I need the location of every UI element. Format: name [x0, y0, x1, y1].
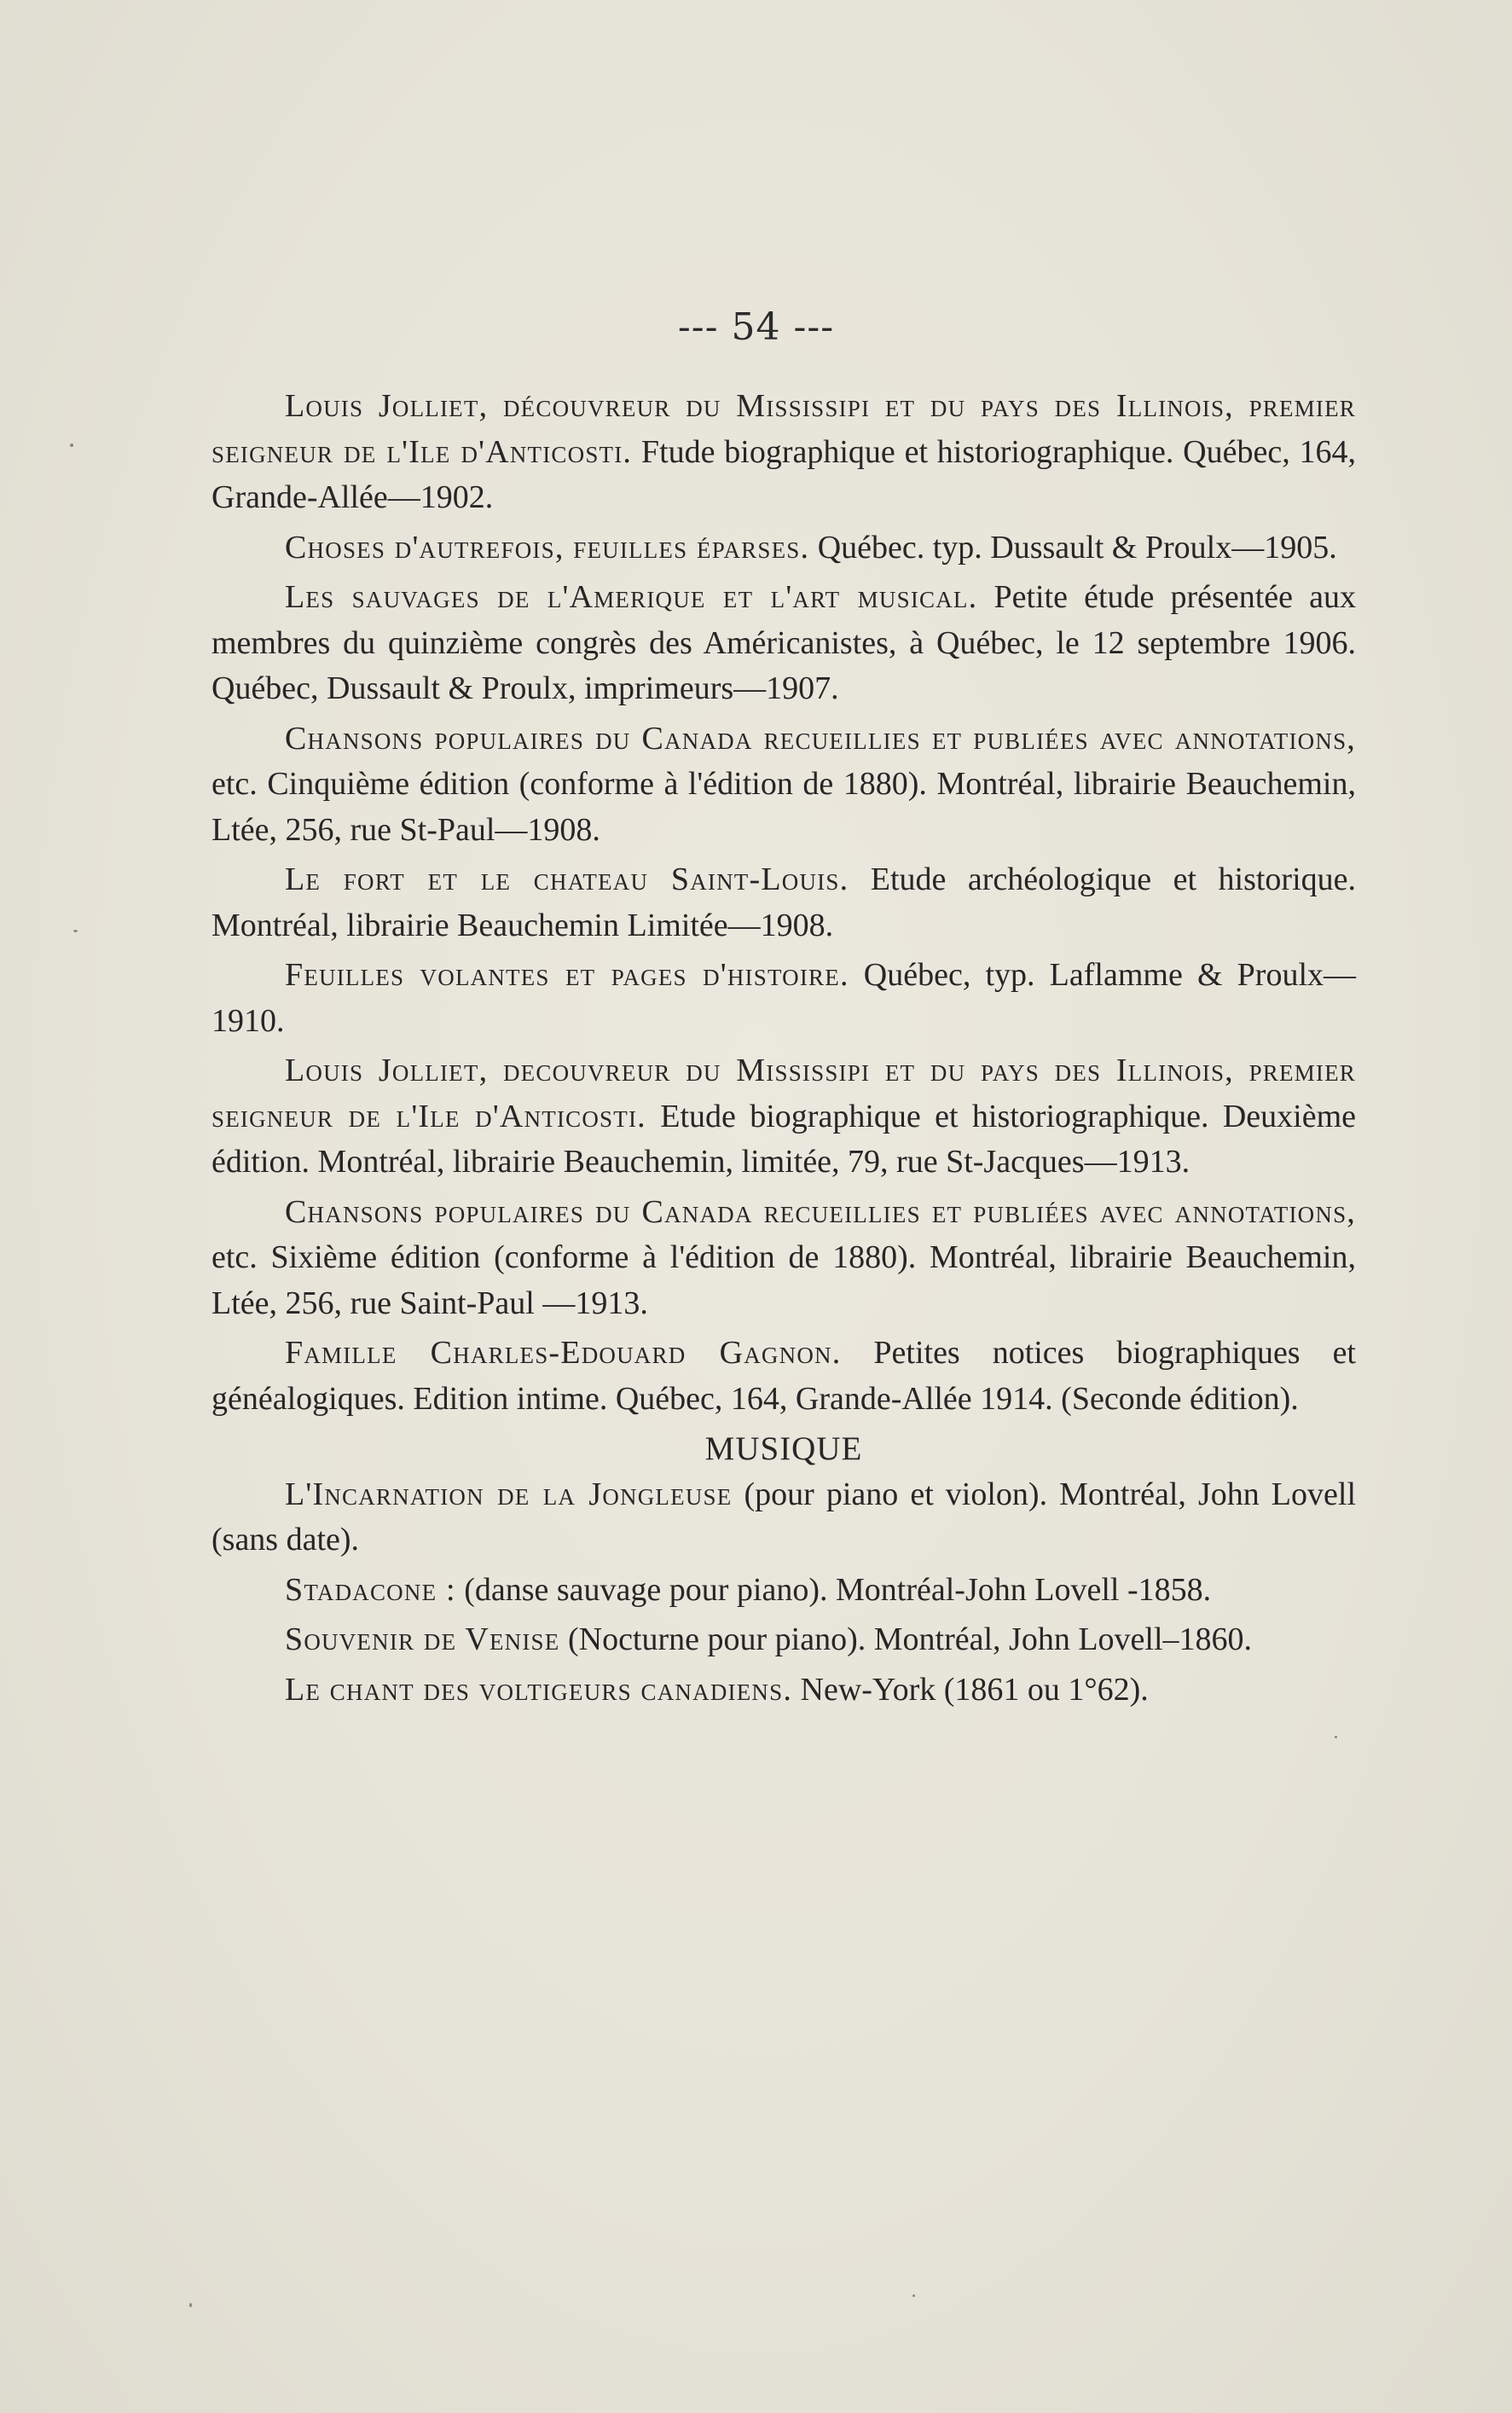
page-number: --- 54 ---: [677, 305, 835, 349]
entry-title: L'Incarnation de la Jongleuse: [285, 1476, 733, 1512]
bibliography-entry: [211, 1331, 1356, 1422]
bibliography-text: [211, 384, 1356, 1717]
entry-title: Chansons populaires du Canada recueillies et publiées avec annotations,: [285, 720, 1356, 757]
paper-speck: [189, 2303, 192, 2307]
bibliography-entry: [211, 1190, 1356, 1327]
bibliography-entry: [211, 716, 1356, 854]
entry-details: Québec. typ. Dussault & Proulx—1905.: [809, 529, 1337, 566]
entry-details: (pour piano et violon). Montréal, John Lovell (sans date).: [211, 1476, 1356, 1557]
entry-title: Famille Charles-Edouard Gagnon.: [285, 1335, 842, 1371]
music-entry: [211, 1617, 1356, 1663]
entry-details: Petite étude présentée aux membres du quinzième congrès des Américanistes, à Québec, le 12 septembre 1906. Québec, Dussault & Proulx, imprimeurs—1907.: [211, 579, 1356, 706]
entry-details: Québec, typ. Laflamme & Proulx—1910.: [211, 957, 1357, 1039]
entry-details: New-York (1861 ou 1°62).: [792, 1671, 1149, 1708]
bibliography-entry: [211, 384, 1356, 521]
entry-title: Choses d'autrefois, feuilles éparses.: [285, 529, 810, 566]
entry-details: (danse sauvage pour piano). Montréal-John Lovell -1858.: [455, 1571, 1212, 1608]
entry-title: Chansons populaires du Canada recueillies et publiées avec annotations,: [285, 1193, 1356, 1230]
paper-speck: [1335, 1736, 1337, 1738]
bibliography-entry: [211, 575, 1356, 712]
bibliography-entry: [211, 857, 1356, 948]
entry-details: Ftude biographique et historiographique. Québec, 164, Grande-Allée—1902.: [211, 433, 1356, 515]
entry-details: etc. Sixième édition (conforme à l'édition de 1880). Montréal, librairie Beauchemin, Ltée, 256, rue Saint-Paul —1913.: [211, 1239, 1356, 1321]
entry-title: Le chant des voltigeurs canadiens.: [285, 1671, 793, 1708]
bibliography-entry: [211, 525, 1356, 571]
entry-title: Le fort et le chateau Saint-Louis.: [285, 861, 849, 897]
paper-speck: [70, 444, 73, 447]
entry-details: Petites notices biographiques et généalogiques. Edition intime. Québec, 164, Grande-Allée 1914. (Seconde édition).: [211, 1335, 1356, 1417]
section-heading-musique: MUSIQUE: [704, 1430, 863, 1467]
music-entry: [211, 1568, 1356, 1614]
entry-title: Louis Jolliet, decouvreur du Mississipi et du pays des Illinois, premier seigneur de l'Ile d'Anticosti.: [211, 1053, 1356, 1134]
bibliography-entry: [211, 953, 1356, 1044]
music-entry: [211, 1668, 1356, 1714]
entry-details: etc. Cinquième édition (conforme à l'édition de 1880). Montréal, librairie Beauchemin, Ltée, 256, rue St-Paul—1908.: [211, 766, 1356, 848]
entry-details: Etude biographique et historiographique. Deuxième édition. Montréal, librairie Beauchemin, limitée, 79, rue St-Jacques—1913.: [211, 1098, 1356, 1180]
music-entry: [211, 1472, 1356, 1563]
entry-title: Feuilles volantes et pages d'histoire.: [285, 957, 849, 993]
bibliography-entry: [211, 1048, 1356, 1186]
entry-title: Souvenir de Venise: [285, 1621, 560, 1657]
entry-title: Les sauvages de l'Amerique et l'art musical.: [285, 579, 978, 615]
paper-speck: [73, 930, 78, 932]
entry-details: Etude archéologique et historique. Montréal, librairie Beauchemin Limitée—1908.: [211, 861, 1356, 943]
entry-details: (Nocturne pour piano). Montréal, John Lovell–1860.: [559, 1621, 1253, 1657]
entry-title: Louis Jolliet, découvreur du Mississipi et du pays des Illinois, premier seigneur de l'Ile d'Anticosti.: [211, 388, 1356, 470]
paper-speck: [912, 2294, 915, 2297]
entry-title: Stadacone :: [285, 1571, 456, 1608]
